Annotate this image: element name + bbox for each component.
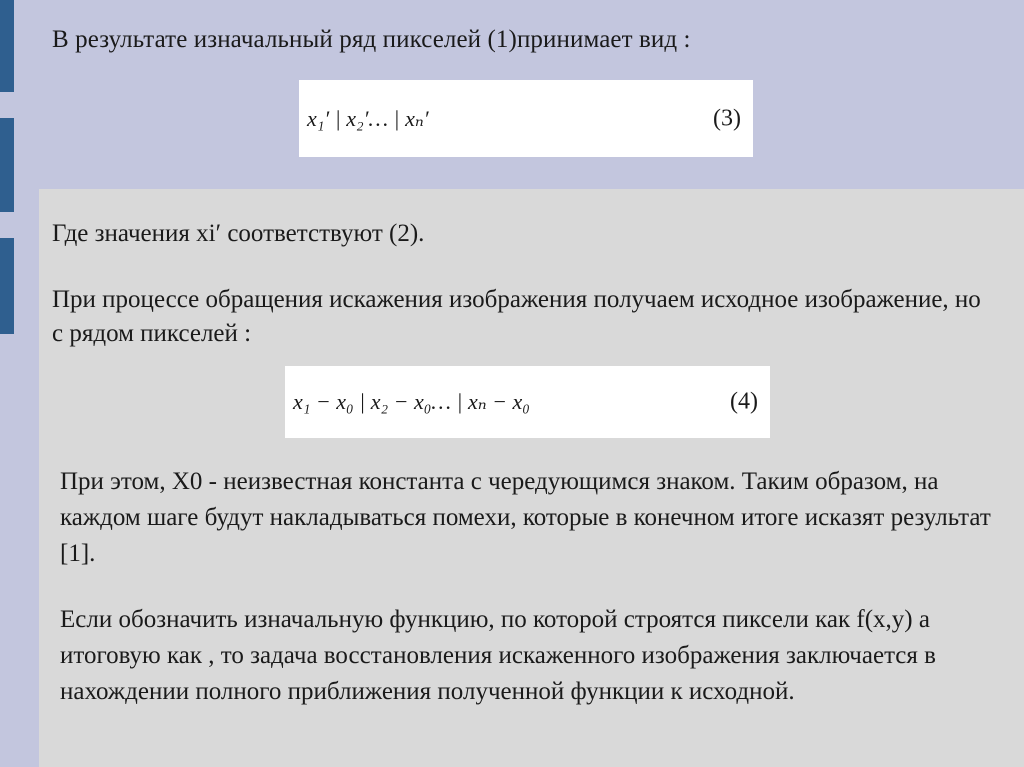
side-accent-bar-top [0, 0, 14, 92]
formula-3-image [299, 80, 753, 157]
formula-3-number: (3) [713, 105, 741, 131]
formula-4-number: (4) [730, 388, 758, 415]
formula-4-expression: x₁ − x₀ | x₂ − x₀… | xₙ − x₀ [293, 389, 530, 414]
paragraph-x0-constant: При этом, X0 - неизвестная константа с чередующимся знаком. Таким образом, на каждом шаге будут накладываться помехи, которые в конечном итоге исказят результат [1]. [60, 468, 991, 567]
paragraph-inversion-process: При процессе обращения искажения изображения получаем исходное изображение, но с рядом пикселей : [52, 286, 981, 347]
side-accent-bar-middle [0, 118, 14, 212]
formula-3-expression: x₁′ | x₂′… | xₙ′ [307, 105, 429, 131]
formula-4-image [285, 366, 770, 438]
slide-heading: В результате изначальный ряд пикселей (1)принимает вид : [52, 26, 691, 53]
side-accent-bar-bottom [0, 238, 14, 334]
paragraph-xi-definition: Где значения xi′ соответствуют (2). [52, 220, 425, 247]
paragraph-reconstruction-task: Если обозначить изначальную функцию, по которой строятся пиксели как f(x,y) а итоговую как , то задача восстановления искаженного изображения заключается в нахождении полного приближения полученной функции к исходной. [60, 606, 936, 705]
